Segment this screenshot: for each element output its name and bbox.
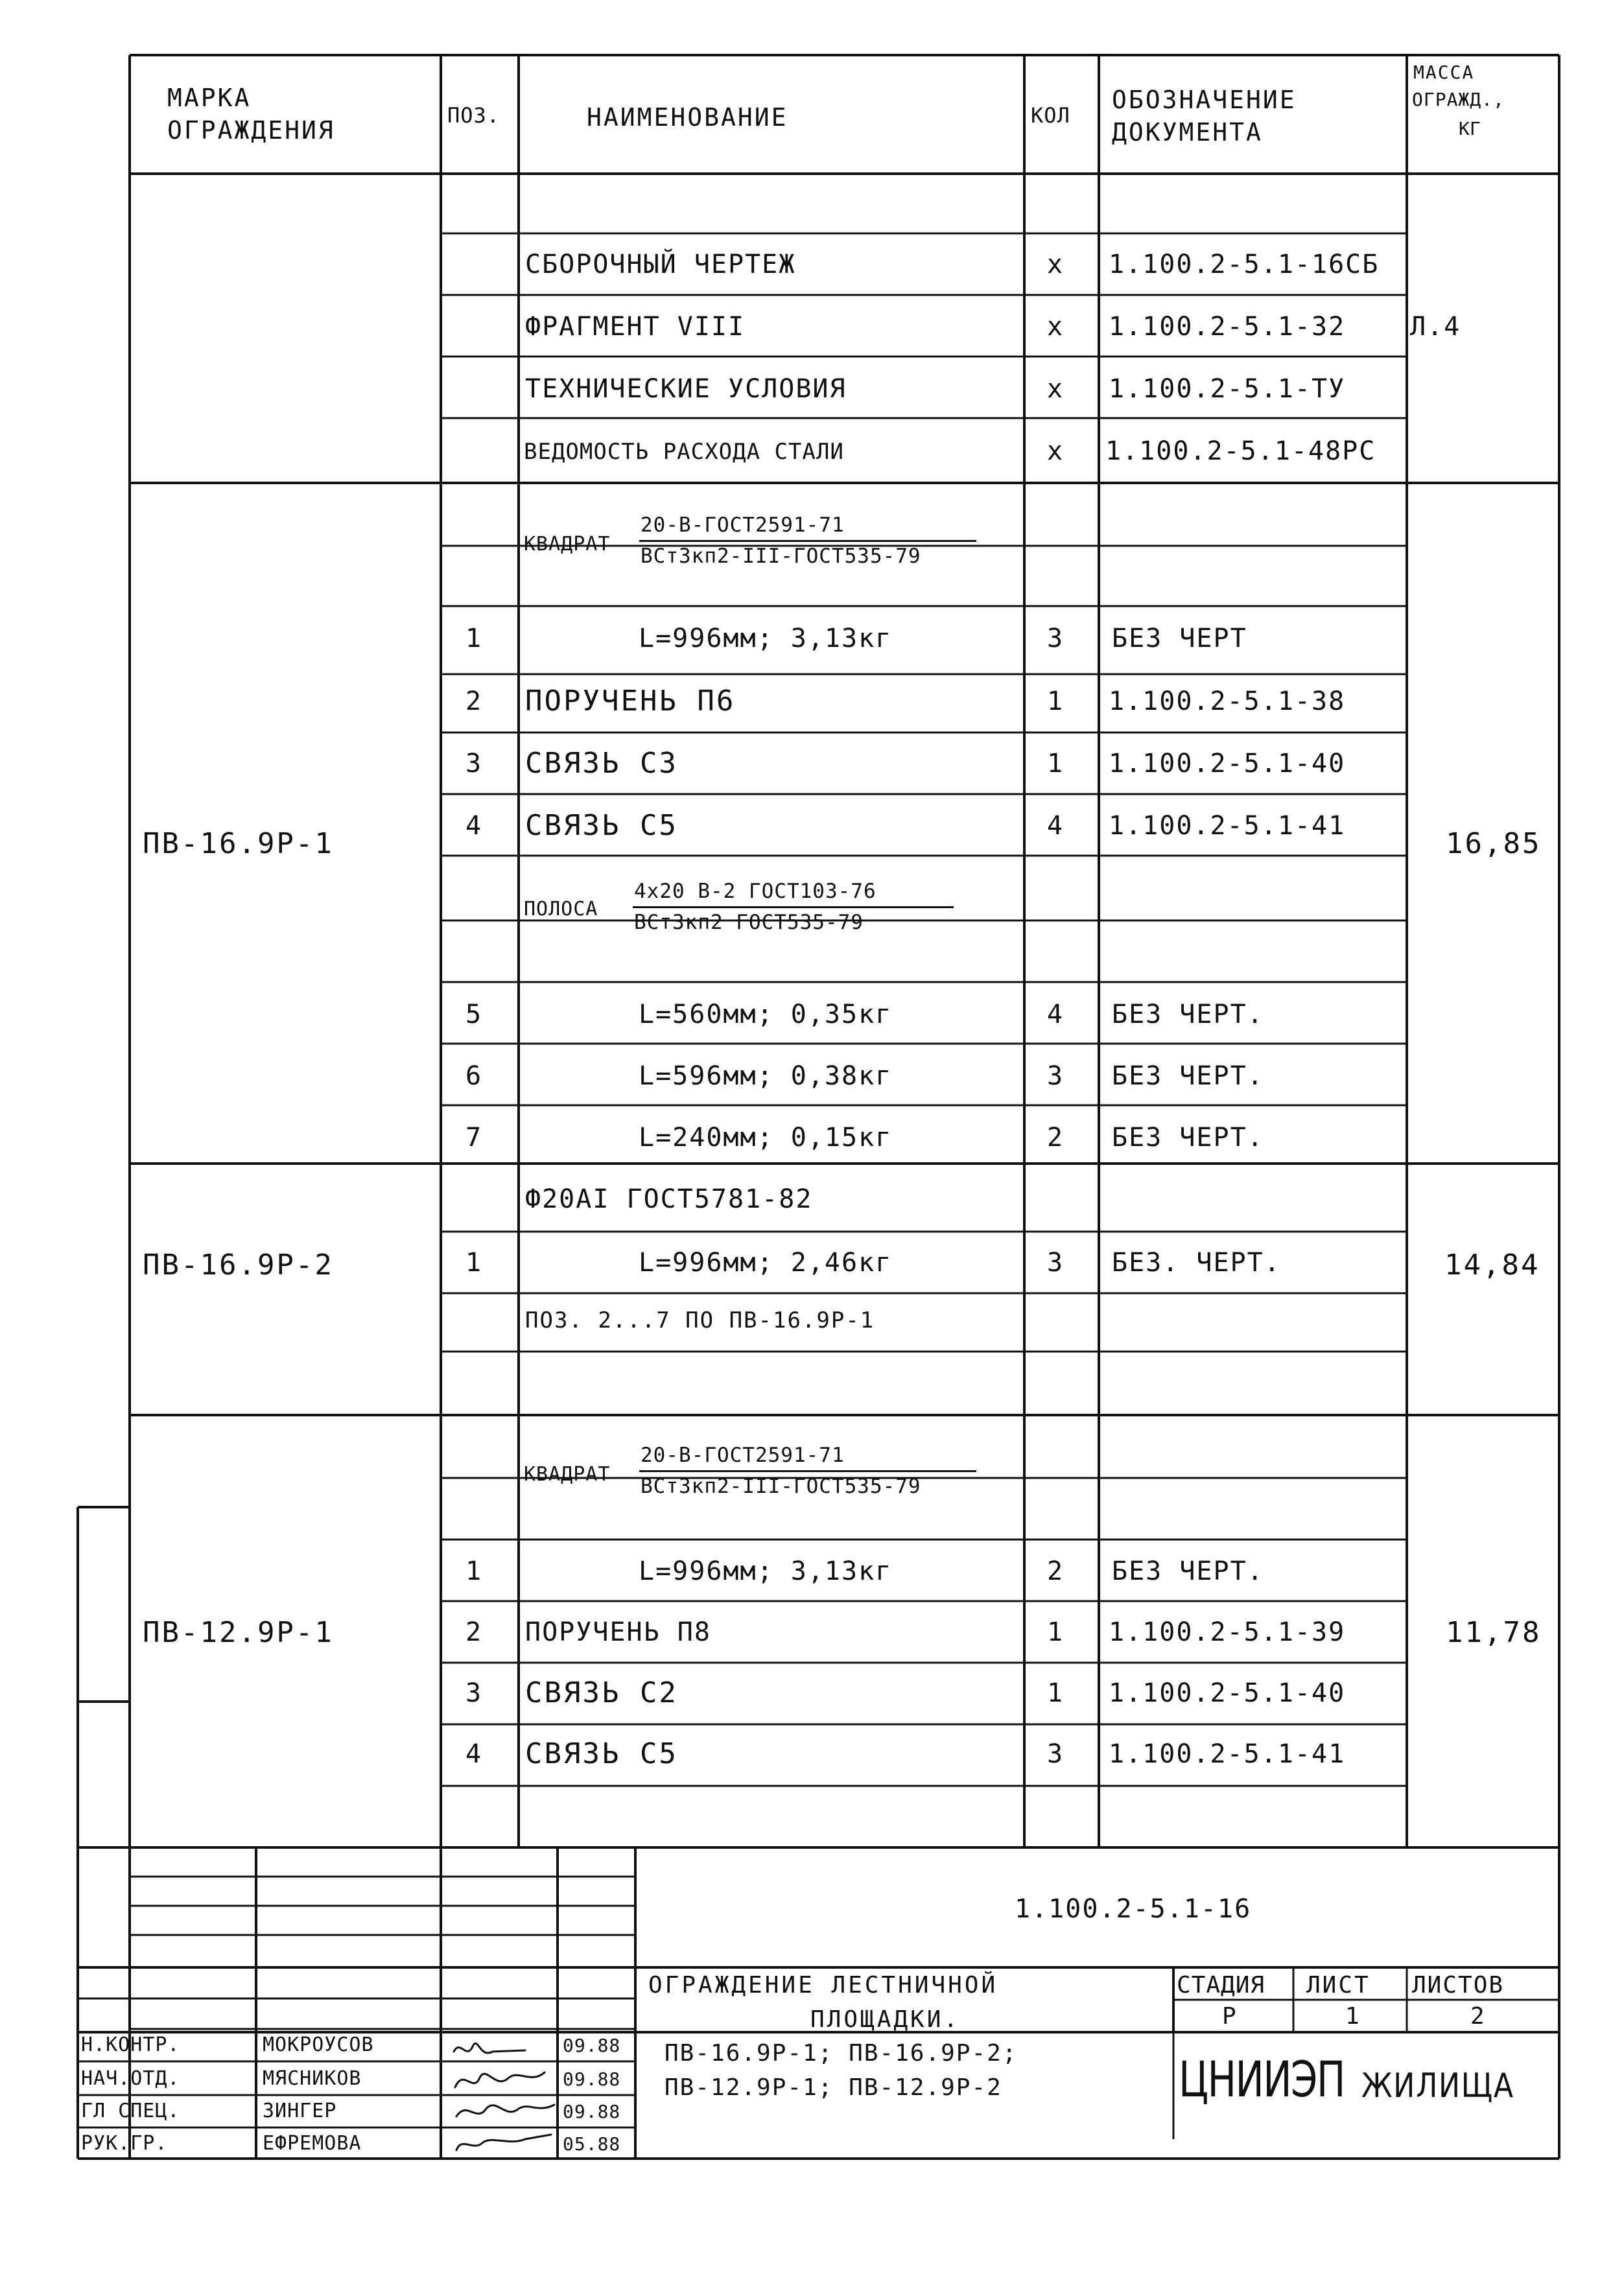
item-name: L=996мм; 3,13кг [639, 624, 893, 653]
item-doc: БЕЗ. ЧЕРТ. [1112, 1248, 1281, 1278]
item-qty: 2 [1047, 1123, 1065, 1153]
item-qty: 4 [1047, 811, 1065, 841]
signature-3 [456, 2105, 554, 2116]
item-pos: 2 [465, 686, 483, 716]
sheets-value: 2 [1470, 2003, 1485, 2030]
item-pos: 4 [465, 811, 483, 841]
signature-2 [455, 2072, 545, 2087]
item-name: ПОРУЧЕНЬ П6 [525, 685, 736, 718]
item-pos: 7 [465, 1123, 483, 1153]
fraction-bar [633, 906, 954, 908]
signer-role: Н.КОНТР. [81, 2033, 180, 2056]
col-mark-header-line1: МАРКА [167, 84, 252, 112]
signer-date: 09.88 [563, 2035, 621, 2056]
doc-row-name: СБОРОЧНЫЙ ЧЕРТЕЖ [525, 250, 796, 279]
signer-role: РУК.ГР. [81, 2132, 168, 2155]
group3-mark: ПВ-12.9Р-1 [143, 1616, 334, 1649]
item-name: СВЯЗЬ С2 [525, 1676, 678, 1709]
profile-numerator: 4х20 В-2 ГОСТ103-76 [634, 880, 877, 903]
group2-mark: ПВ-16.9Р-2 [143, 1248, 334, 1282]
doc-row-qty: х [1047, 312, 1065, 342]
group2-profile: Ф20АI ГОСТ5781-82 [525, 1184, 813, 1214]
item-doc: 1.100.2-5.1-41 [1109, 811, 1346, 841]
item-pos: 3 [465, 1678, 483, 1708]
group1-mass: 16,85 [1446, 827, 1542, 860]
signature-marks [447, 2032, 558, 2159]
item-doc: БЕЗ ЧЕРТ. [1112, 1556, 1264, 1586]
item-name: L=996мм; 3,13кг [639, 1556, 893, 1586]
item-pos: 5 [465, 1000, 483, 1029]
item-qty: 1 [1047, 749, 1065, 779]
signature-1 [454, 2043, 525, 2053]
col-mark-header-line2: ОГРАЖДЕНИЯ [167, 116, 335, 145]
sheet-value: 1 [1345, 2003, 1359, 2030]
item-qty: 2 [1047, 1556, 1065, 1586]
title-line-3: ПВ-16.9Р-1; ПВ-16.9Р-2; [665, 2040, 1018, 2067]
doc-row-name: ФРАГМЕНТ VIII [525, 312, 746, 342]
title-line-1: ОГРАЖДЕНИЕ ЛЕСТНИЧНОЙ [648, 1972, 998, 1998]
signer-name: ЗИНГЕР [263, 2100, 337, 2122]
doc-row-name: ВЕДОМОСТЬ РАСХОДА СТАЛИ [524, 439, 844, 465]
item-doc: БЕЗ ЧЕРТ. [1112, 1061, 1264, 1091]
item-qty: 3 [1047, 624, 1065, 653]
document-code: 1.100.2-5.1-16 [1015, 1894, 1252, 1924]
item-doc: 1.100.2-5.1-41 [1109, 1739, 1346, 1769]
item-qty: 4 [1047, 1000, 1065, 1029]
profile-numerator: 20-В-ГОСТ2591-71 [641, 513, 845, 537]
doc-row-code: 1.100.2-5.1-32 [1109, 312, 1346, 342]
signer-name: МОКРОУСОВ [263, 2033, 374, 2056]
item-doc: 1.100.2-5.1-38 [1109, 686, 1346, 716]
col-name-header: НАИМЕНОВАНИЕ [587, 103, 788, 132]
signer-name: ЕФРЕМОВА [263, 2132, 362, 2155]
col-mass-header-line2: ОГРАЖД., [1412, 89, 1505, 110]
sheet-label: ЛИСТ [1306, 1972, 1371, 1998]
item-pos: 4 [465, 1739, 483, 1769]
doc-row-qty: х [1047, 436, 1065, 466]
item-name: ПОРУЧЕНЬ П8 [525, 1617, 711, 1647]
item-name: L=240мм; 0,15кг [639, 1123, 893, 1153]
fraction-bar [639, 540, 976, 542]
item-qty: 3 [1047, 1739, 1065, 1769]
title-line-4: ПВ-12.9Р-1; ПВ-12.9Р-2 [665, 2074, 1002, 2101]
profile-numerator: 20-В-ГОСТ2591-71 [641, 1444, 845, 1467]
doc-row-code: 1.100.2-5.1-48РС [1105, 436, 1376, 466]
item-name: L=560мм; 0,35кг [639, 1000, 893, 1029]
item-qty: 1 [1047, 1678, 1065, 1708]
doc-row-qty: х [1047, 250, 1065, 279]
organization-logo: ЦНИИЭП [1179, 2050, 1345, 2108]
item-pos: 1 [465, 1556, 483, 1586]
group2-mass: 14,84 [1444, 1248, 1540, 1282]
col-pos-header: ПОЗ. [447, 103, 500, 128]
item-pos: 1 [465, 1248, 483, 1278]
item-doc: 1.100.2-5.1-40 [1109, 1678, 1346, 1708]
item-name: L=996мм; 2,46кг [639, 1248, 893, 1278]
profile-label: КВАДРАТ [524, 533, 611, 556]
doc-row-code: 1.100.2-5.1-16СБ [1109, 250, 1380, 279]
profile-label: КВАДРАТ [524, 1463, 611, 1486]
item-pos: 2 [465, 1617, 483, 1647]
profile-denominator: ВСт3кп2 ГОСТ535-79 [634, 911, 864, 934]
profile-denominator: ВСт3кп2-III-ГОСТ535-79 [641, 545, 921, 568]
item-doc: 1.100.2-5.1-39 [1109, 1617, 1346, 1647]
item-qty: 3 [1047, 1248, 1065, 1278]
item-name: СВЯЗЬ С5 [525, 809, 678, 842]
col-qty-header: КОЛ [1031, 103, 1070, 128]
stage-value: Р [1222, 2003, 1236, 2030]
doc-row-qty: х [1047, 374, 1065, 404]
signer-role: ГЛ СПЕЦ. [81, 2100, 180, 2122]
profile-denominator: ВСт3кп2-III-ГОСТ535-79 [641, 1475, 921, 1498]
item-qty: 3 [1047, 1061, 1065, 1091]
item-doc: БЕЗ ЧЕРТ. [1112, 1123, 1264, 1153]
item-qty: 1 [1047, 1617, 1065, 1647]
signer-role: НАЧ.ОТД. [81, 2067, 180, 2090]
item-name: СВЯЗЬ С3 [525, 747, 678, 780]
signer-name: МЯСНИКОВ [263, 2067, 362, 2090]
item-name: СВЯЗЬ С5 [525, 1737, 678, 1770]
sheets-label: ЛИСТОВ [1412, 1972, 1505, 1998]
stage-label: СТАДИЯ [1177, 1972, 1265, 1998]
col-mass-header-line1: МАССА [1413, 62, 1475, 83]
group3-mass: 11,78 [1446, 1616, 1542, 1649]
col-doc-header-line2: ДОКУМЕНТА [1112, 118, 1263, 146]
item-pos: 6 [465, 1061, 483, 1091]
item-doc: БЕЗ ЧЕРТ. [1112, 1000, 1264, 1029]
signer-date: 09.88 [563, 2101, 621, 2122]
signer-date: 09.88 [563, 2068, 621, 2090]
item-qty: 1 [1047, 686, 1065, 716]
group2-reference: ПОЗ. 2...7 ПО ПВ-16.9Р-1 [525, 1307, 875, 1333]
signature-4 [456, 2135, 551, 2150]
doc-row-note: Л.4 [1410, 312, 1461, 342]
doc-row-name: ТЕХНИЧЕСКИЕ УСЛОВИЯ [525, 374, 847, 404]
item-pos: 1 [465, 624, 483, 653]
item-name: L=596мм; 0,38кг [639, 1061, 893, 1091]
signer-date: 05.88 [563, 2133, 621, 2155]
group1-mark: ПВ-16.9Р-1 [143, 827, 334, 860]
doc-row-code: 1.100.2-5.1-ТУ [1109, 374, 1346, 404]
item-doc: 1.100.2-5.1-40 [1109, 749, 1346, 779]
title-line-2: ПЛОЩАДКИ. [810, 2006, 961, 2033]
item-doc: БЕЗ ЧЕРТ [1112, 624, 1247, 653]
profile-label: ПОЛОСА [524, 898, 598, 920]
col-doc-header-line1: ОБОЗНАЧЕНИЕ [1112, 86, 1297, 114]
item-pos: 3 [465, 749, 483, 779]
organization-suffix: ЖИЛИЩА [1361, 2067, 1514, 2105]
fraction-bar [639, 1470, 976, 1472]
col-mass-header-line3: КГ [1459, 118, 1481, 139]
